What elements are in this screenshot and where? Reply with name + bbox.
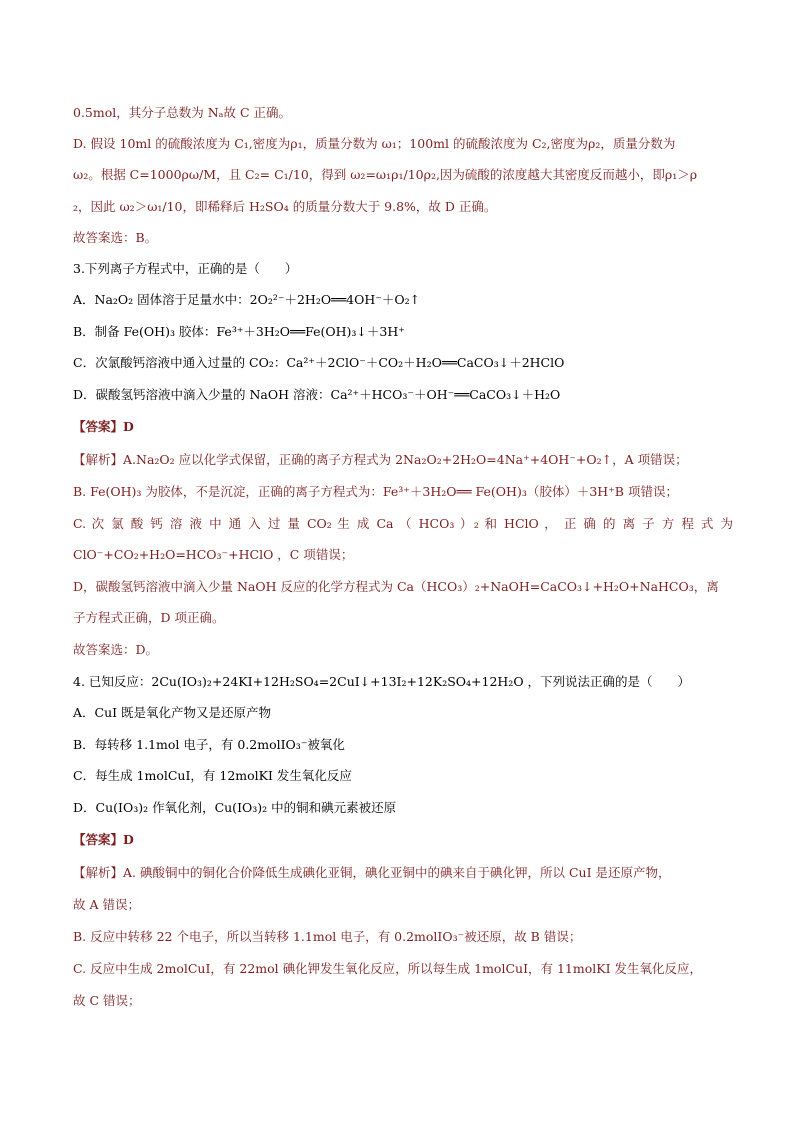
- analysis-line: 故答案选：D。: [73, 642, 159, 657]
- analysis-line: B. Fe(OH)₃ 为胶体，不是沉淀，正确的离子方程式为：Fe³⁺＋3H₂O══ Fe(OH)₃（胶体）＋3H⁺B 项错误；: [73, 484, 678, 499]
- analysis-line: B. 反应中转移 22 个电子，所以当转移 1.1mol 电子，有 0.2molIO₃⁻被还原，故 B 错误；: [73, 929, 582, 944]
- answer-label: 【答案】D: [73, 419, 134, 434]
- question-3-stem: 3.下列离子方程式中，正确的是（ ）: [73, 261, 298, 276]
- analysis-line: 【解析】A. 碘酸铜中的铜化合价降低生成碘化亚铜，碘化亚铜中的碘来自于碘化钾，所以 CuI 是还原产物，: [73, 865, 671, 880]
- question-3-option-a: A．Na₂O₂ 固体溶于足量水中：2O₂²⁻＋2H₂O══4OH⁻＋O₂↑: [73, 292, 421, 307]
- answer-label: 【答案】D: [73, 832, 134, 847]
- analysis-line: ClO⁻+CO₂+H₂O=HCO₃⁻+HClO ，C 项错误；: [73, 547, 354, 562]
- analysis-line: 故 C 错误；: [73, 993, 141, 1008]
- question-3-option-b: B．制备 Fe(OH)₃ 胶体：Fe³⁺＋3H₂O══Fe(OH)₃↓＋3H⁺: [73, 324, 405, 339]
- analysis-line: 子方程式正确，D 项正确。: [73, 610, 225, 625]
- analysis-line: C. 次 氯 酸 钙 溶 液 中 通 入 过 量 CO₂ 生 成 Ca （ HCO₃ ）₂ 和 HClO ， 正 确 的 离 子 方 程 式 为: [73, 516, 733, 531]
- text-line: D. 假设 10ml 的硫酸浓度为 C₁,密度为ρ₁，质量分数为 ω₁；100ml 的硫酸浓度为 C₂,密度为ρ₂，质量分数为: [73, 136, 676, 151]
- text-line: 故答案选：B。: [73, 230, 158, 245]
- question-4-option-c: C．每生成 1molCuI，有 12molKI 发生氧化反应: [73, 768, 352, 783]
- analysis-line: C. 反应中生成 2molCuI，有 22mol 碘化钾发生氧化反应，所以每生成 1molCuI，有 11molKI 发生氧化反应，: [73, 961, 703, 976]
- question-4-option-b: B．每转移 1.1mol 电子，有 0.2molIO₃⁻被氧化: [73, 737, 345, 752]
- text-line: ω₂。根据 C=1000ρω/M，且 C₂= C₁/10，得到 ω₂=ω₁ρ₁/10ρ₂,因为硫酸的浓度越大其密度反而越小，即ρ₁＞ρ: [73, 167, 698, 182]
- analysis-line: D，碳酸氢钙溶液中滴入少量 NaOH 反应的化学方程式为 Ca（HCO₃）₂+NaOH=CaCO₃↓+H₂O+NaHCO₃，离: [73, 579, 719, 594]
- text-line: 0.5mol，其分子总数为 Nₐ故 C 正确。: [73, 105, 291, 120]
- question-3-option-d: D．碳酸氢钙溶液中滴入少量的 NaOH 溶液：Ca²⁺＋HCO₃⁻＋OH⁻══CaCO₃↓＋H₂O: [73, 387, 561, 402]
- question-4-option-a: A．CuI 既是氧化产物又是还原产物: [73, 705, 272, 720]
- question-4-option-d: D．Cu(IO₃)₂ 作氧化剂，Cu(IO₃)₂ 中的铜和碘元素被还原: [73, 800, 397, 815]
- question-4-stem: 4. 已知反应：2Cu(IO₃)₂+24KI+12H₂SO₄=2CuI↓+13I₂+12K₂SO₄+12H₂O ，下列说法正确的是（ ）: [73, 674, 691, 689]
- question-3-option-c: C．次氯酸钙溶液中通入过量的 CO₂：Ca²⁺＋2ClO⁻＋CO₂＋H₂O══CaCO₃↓＋2HClO: [73, 355, 565, 370]
- analysis-line: 【解析】A.Na₂O₂ 应以化学式保留，正确的离子方程式为 2Na₂O₂+2H₂O=4Na⁺+4OH⁻+O₂↑，A 项错误；: [73, 452, 688, 467]
- text-line: ₂，因此 ω₂＞ω₁/10，即稀释后 H₂SO₄ 的质量分数大于 9.8%，故 D 正确。: [73, 199, 497, 214]
- analysis-line: 故 A 错误；: [73, 897, 140, 912]
